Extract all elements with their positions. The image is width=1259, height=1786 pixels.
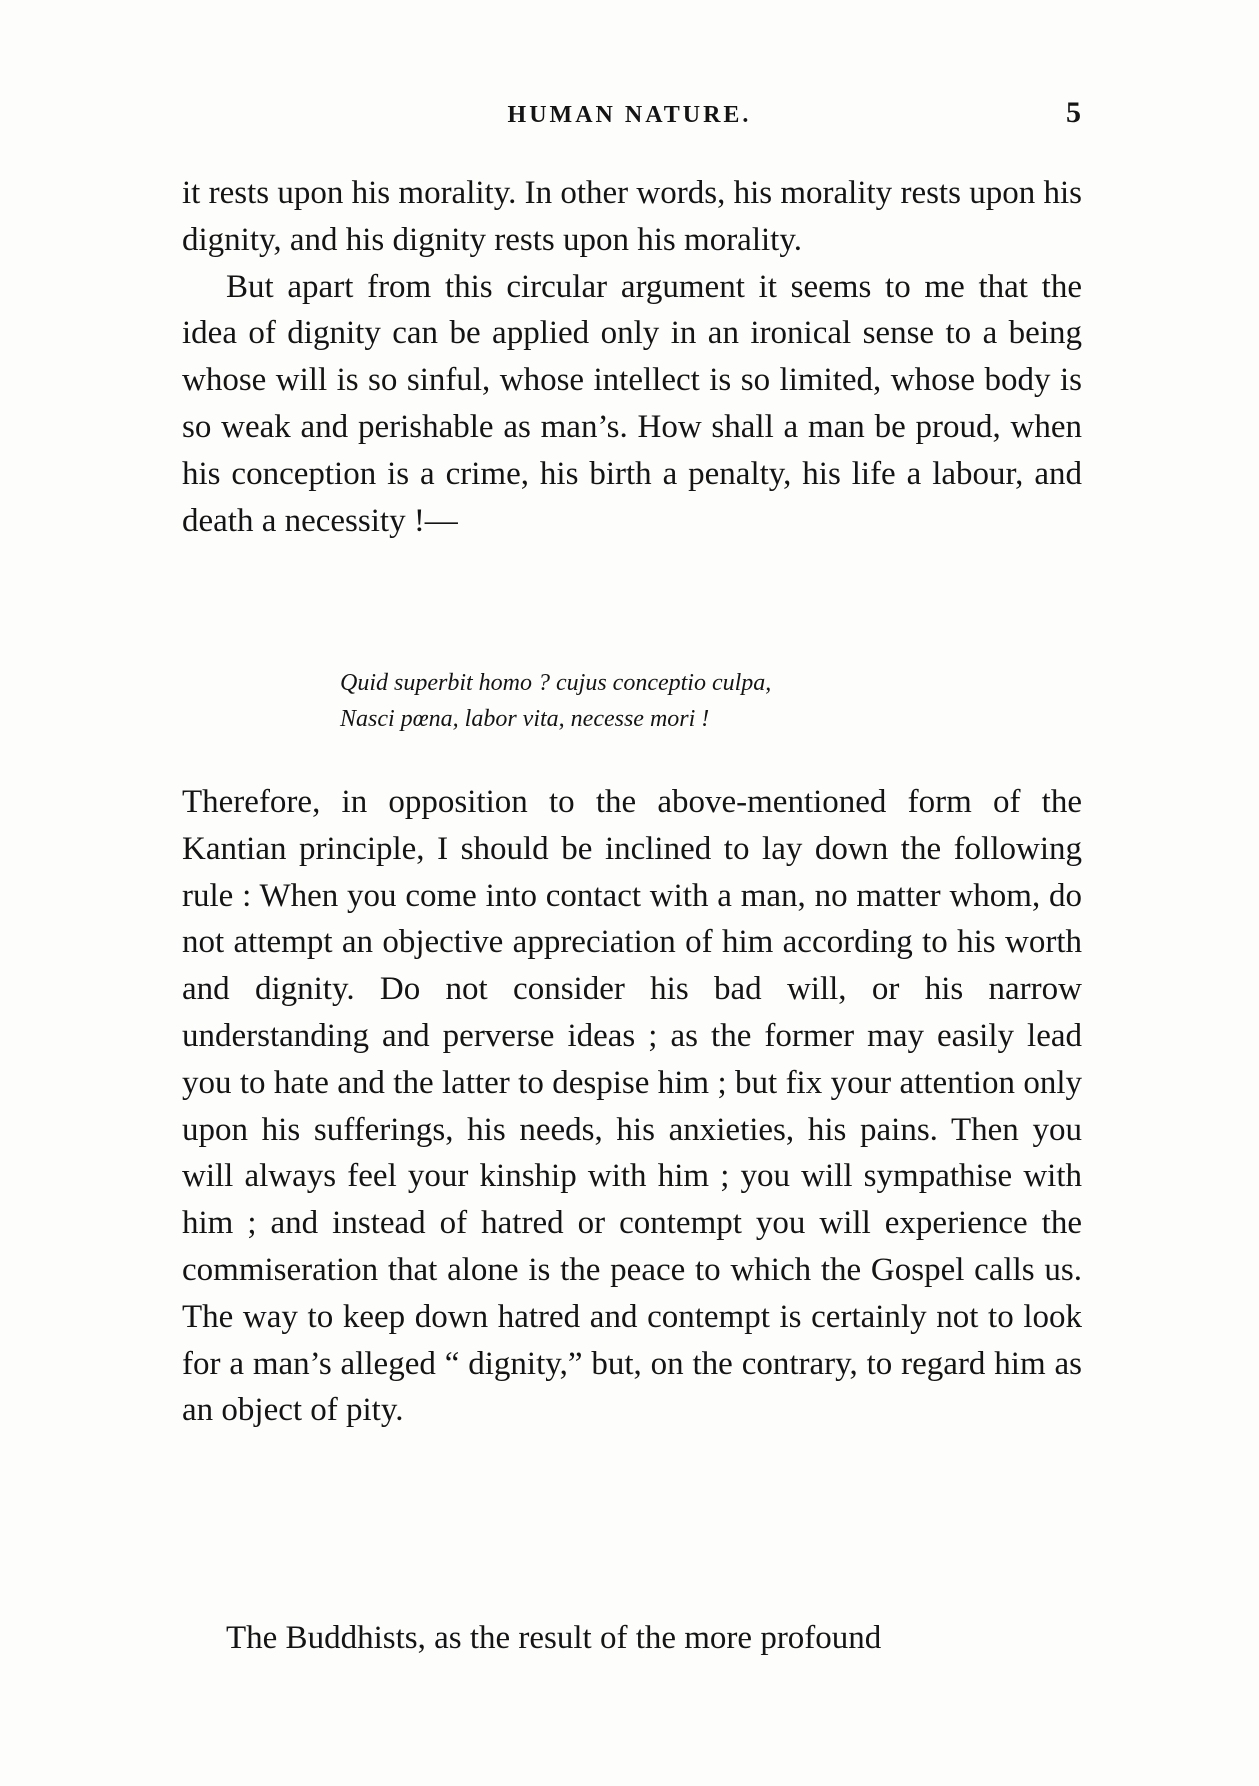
paragraph-buddhists: The Buddhists, as the result of the more profound <box>226 1620 882 1656</box>
paragraph-continuation: it rests upon his morality. In other words, his morality rests upon his dignity, and his dignity rests upon his morality. <box>182 175 1082 258</box>
text-block-middle <box>182 779 1082 1434</box>
paragraph-kantian-rule: Therefore, in opposition to the above-mentioned form of the Kantian principle, I should be inclined to lay down the following rule : When you come into contact with a man, no matter whom, do not attempt an objective appreciation of him according to his worth and dignity. Do not consider his bad will, or his narrow understanding and perverse ideas ; as the former may easily lead you to hate and the latter to despise him ; but fix your attention only upon his sufferings, his needs, his anxieties, his pains. Then you will always feel your kinship with him ; you will sympathise with him ; and instead of hatred or contempt you will experience the commiseration that alone is the peace to which the Gospel calls us. The way to keep down hatred and contempt is certainly not to look for a man’s alleged “ dignity,” but, on the contrary, to regard him as an object of pity. <box>182 784 1082 1429</box>
text-block-top <box>182 170 1082 544</box>
quote-line-2: Nasci pœna, labor vita, necesse mori ! <box>340 706 710 732</box>
latin-quotation <box>340 665 980 737</box>
running-title: HUMAN NATURE. <box>507 102 752 128</box>
quote-line-1: Quid superbit homo ? cujus conceptio culpa, <box>340 670 772 696</box>
page-number: 5 <box>1066 96 1081 129</box>
text-block-bottom <box>182 1615 1082 1662</box>
paragraph-circular-argument: But apart from this circular argument it seems to me that the idea of dignity can be applied only in an ironical sense to a being whose will is so sinful, whose intellect is so limited, whose body is so weak and perishable as man’s. How shall a man be proud, when his conception is a crime, his birth a penalty, his life a labour, and death a necessity !— <box>182 268 1082 539</box>
running-head <box>0 96 1259 136</box>
